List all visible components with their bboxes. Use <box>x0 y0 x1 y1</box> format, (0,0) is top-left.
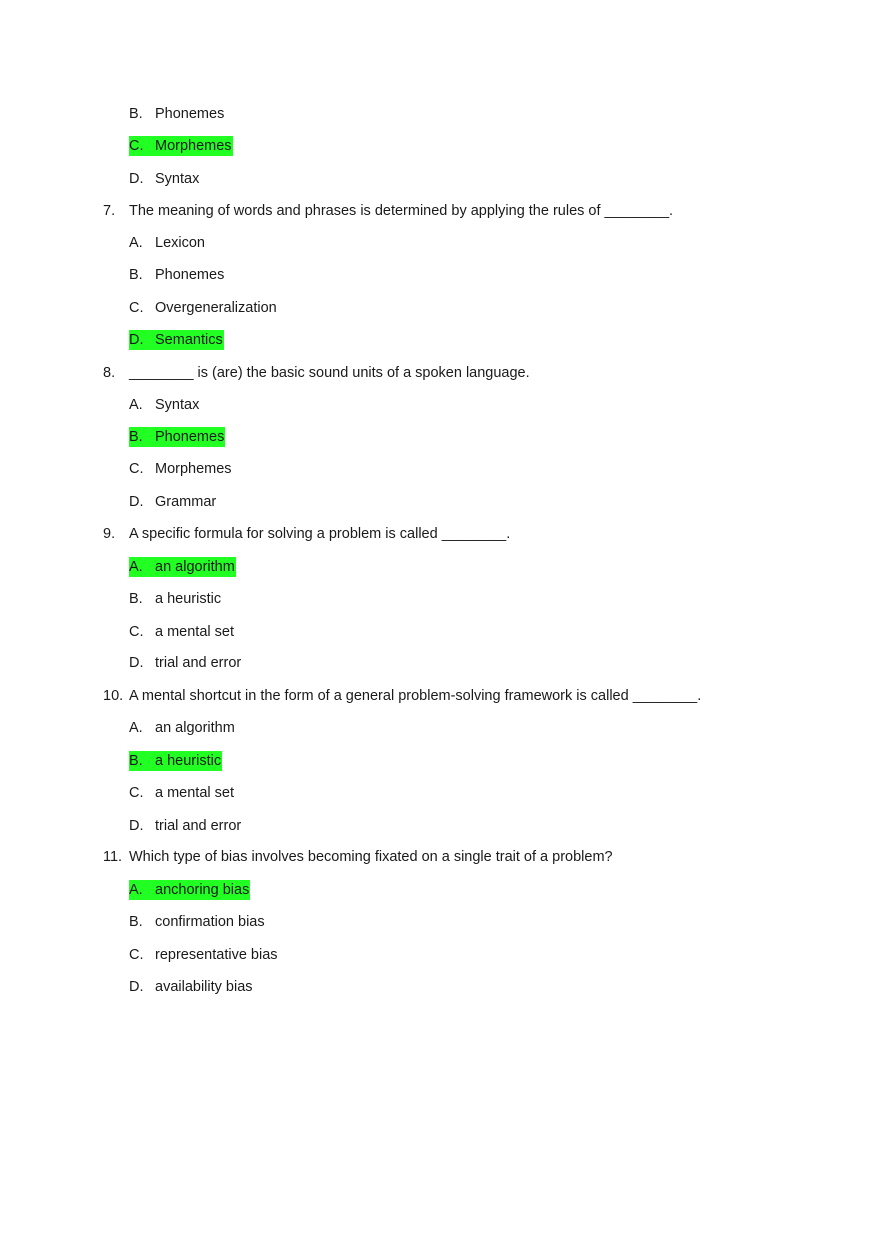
option-correct <box>129 880 250 900</box>
option-letter: C. <box>129 461 144 477</box>
option <box>129 265 225 285</box>
option <box>129 233 206 253</box>
option-text: Overgeneralization <box>155 300 277 316</box>
option <box>129 912 266 932</box>
option <box>129 718 236 738</box>
option <box>129 783 235 803</box>
option-letter: B. <box>129 914 143 930</box>
option-text: confirmation bias <box>155 914 265 930</box>
option-text: Phonemes <box>155 267 225 283</box>
option <box>129 653 242 673</box>
option-text: availability bias <box>155 979 253 995</box>
question-number: 7. <box>103 203 116 219</box>
option-letter: A. <box>129 235 143 251</box>
option-text: Morphemes <box>155 461 232 477</box>
option <box>129 395 200 415</box>
option-letter: C. <box>129 624 144 640</box>
question-text: A mental shortcut in the form of a general problem-solving framework is called ________. <box>129 688 702 704</box>
option <box>129 459 233 479</box>
option <box>129 816 242 836</box>
question-text: A specific formula for solving a problem is called ________. <box>129 526 511 542</box>
option-correct <box>129 557 236 577</box>
option-text: trial and error <box>155 818 242 834</box>
option <box>129 622 235 642</box>
option-letter: A. <box>129 559 143 575</box>
option-text: Syntax <box>155 171 200 187</box>
option <box>129 104 225 124</box>
question-text: Which type of bias involves becoming fixated on a single trait of a problem? <box>129 849 613 865</box>
option-letter: D. <box>129 171 144 187</box>
option <box>129 492 217 512</box>
question-number: 11. <box>103 849 123 865</box>
option-text: anchoring bias <box>155 882 250 898</box>
option-text: a heuristic <box>155 591 222 607</box>
option-text: an algorithm <box>155 720 235 736</box>
option-correct <box>129 136 233 156</box>
option <box>129 298 278 318</box>
option-text: Lexicon <box>155 235 205 251</box>
option-letter: D. <box>129 979 144 995</box>
option-letter: C. <box>129 138 144 154</box>
question-text: The meaning of words and phrases is determined by applying the rules of ________. <box>129 203 674 219</box>
option-correct <box>129 751 222 771</box>
option-text: Morphemes <box>155 138 232 154</box>
option-text: Semantics <box>155 332 223 348</box>
option-text: Grammar <box>155 494 217 510</box>
option-text: Phonemes <box>155 429 225 445</box>
option-correct <box>129 427 225 447</box>
option-letter: B. <box>129 267 143 283</box>
option <box>129 589 222 609</box>
option-letter: D. <box>129 494 144 510</box>
option-letter: C. <box>129 300 144 316</box>
question-number: 8. <box>103 365 116 381</box>
option-text: Phonemes <box>155 106 225 122</box>
option-letter: B. <box>129 106 143 122</box>
option-letter: A. <box>129 882 143 898</box>
question-number: 10. <box>103 688 124 704</box>
option-text: a mental set <box>155 785 234 801</box>
option-letter: C. <box>129 785 144 801</box>
option-letter: A. <box>129 397 143 413</box>
option-text: a mental set <box>155 624 234 640</box>
option <box>129 169 200 189</box>
option-letter: B. <box>129 591 143 607</box>
option-text: Syntax <box>155 397 200 413</box>
option-text: an algorithm <box>155 559 235 575</box>
option-letter: D. <box>129 332 144 348</box>
option-letter: B. <box>129 429 143 445</box>
option-text: trial and error <box>155 655 242 671</box>
question-text: ________ is (are) the basic sound units of a spoken language. <box>129 365 530 381</box>
option-text: a heuristic <box>155 753 222 769</box>
option-letter: C. <box>129 947 144 963</box>
option-letter: D. <box>129 655 144 671</box>
option-letter: D. <box>129 818 144 834</box>
option-letter: B. <box>129 753 143 769</box>
question-number: 9. <box>103 526 116 542</box>
option-letter: A. <box>129 720 143 736</box>
option-correct <box>129 330 224 350</box>
option <box>129 945 279 965</box>
option <box>129 977 254 997</box>
option-text: representative bias <box>155 947 278 963</box>
